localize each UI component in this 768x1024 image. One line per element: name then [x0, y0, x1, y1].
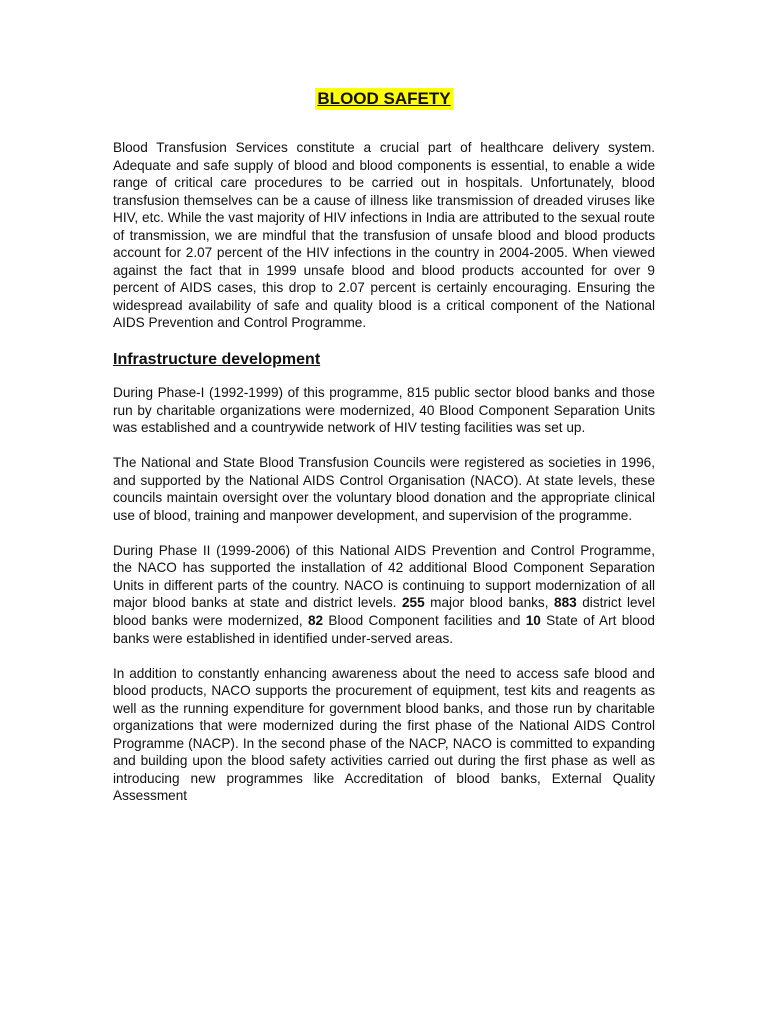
councils-paragraph: The National and State Blood Transfusion Councils were registered as societies in 1996, and supported by the National AIDS Control Organisation (NACO). At state levels, these councils maintain oversight over the voluntary blood donation and the appropriate clinical use of blood, training and manpower development, and supervision of the programme. [113, 455, 655, 523]
title-container [113, 88, 655, 110]
major-blood-banks-count: 255 [401, 595, 425, 611]
phase2-text-4: State of Art blood banks were established in identified under-served areas. [113, 613, 655, 646]
awareness-paragraph: In addition to constantly enhancing awareness about the need to access safe blood and blood products, NACO supports the procurement of equipment, test kits and reagents as well as the running expenditure for government blood banks, and those run by charitable organizations that were modernized during the first phase of the National AIDS Control Programme (NACP). In the second phase of the NACP, NACO is committed to expanding and building upon the blood safety activities carried out during the first phase as well as introducing new programmes like Accreditation of blood banks, External Quality Assessment [113, 665, 655, 804]
component-facilities-count: 82 [308, 613, 324, 629]
phase2-lead-text: During Phase II (1999-2006) of this National AIDS Prevention and Control Programme, the NACO has supported the installation of 42 additional Blood Component Separation Units in different parts of the country. NACO is continuing to support modernization of all major blood banks at state and district levels. [113, 542, 655, 611]
document-page [113, 88, 655, 823]
phase1-paragraph: During Phase-I (1992-1999) of this programme, 815 public sector blood banks and those run by charitable organizations were modernized, 40 Blood Component Separation Units was established and a countrywide network of HIV testing facilities was set up. [113, 385, 655, 436]
phase2-text-1: major blood banks, [424, 595, 555, 611]
phase2-text-2: district level blood banks were modernized, [113, 595, 655, 629]
intro-paragraph: Blood Transfusion Services constitute a crucial part of healthcare delivery system. Adequate and safe supply of blood and blood components is essential, to enable a wide range of critical care procedures to be carried out in hospitals. Unfortunately, blood transfusion themselves can be a cause of illness like transmission of dreaded viruses like HIV, etc. While the vast majority of HIV infections in India are attributed to the sexual route of transmission, we are mindful that the transfusion of unsafe blood and blood products account for 2.07 percent of the HIV infections in the country in 2004-2005. When viewed against the fact that in 1999 unsafe blood and blood products accounted for over 9 percent of AIDS cases, this drop to 2.07 percent is certainly encouraging. Ensuring the widespread availability of safe and quality blood is a critical component of the National AIDS Prevention and Control Programme. [113, 140, 655, 331]
district-blood-banks-count: 883 [554, 595, 577, 611]
phase2-text-3: Blood Component facilities and [323, 613, 526, 629]
phase2-paragraph [113, 542, 655, 647]
document-title: BLOOD SAFETY [317, 89, 451, 108]
section-heading: Infrastructure development [113, 351, 321, 369]
state-of-art-banks-count: 10 [525, 613, 541, 629]
